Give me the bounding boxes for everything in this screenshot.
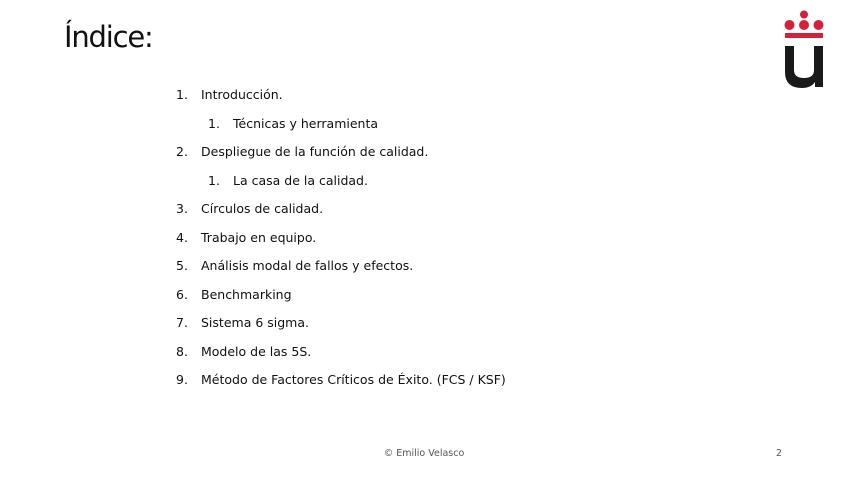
toc-item-number: 2. xyxy=(176,144,188,159)
toc-item-number: 4. xyxy=(176,230,188,245)
toc-item xyxy=(176,143,428,161)
toc-item-number: 7. xyxy=(176,315,188,330)
toc-item-number: 3. xyxy=(176,201,188,216)
toc-item-text: Análisis modal de fallos y efectos. xyxy=(201,258,414,273)
toc-item-number: 1. xyxy=(176,87,188,102)
toc-item xyxy=(176,343,311,361)
toc-item-text: La casa de la calidad. xyxy=(233,173,368,188)
toc-item-text: Técnicas y herramienta xyxy=(233,116,379,131)
toc-item-text: Introducción. xyxy=(201,87,283,102)
toc-item-number: 9. xyxy=(176,372,188,387)
toc-item-text: Modelo de las 5S. xyxy=(201,344,312,359)
toc-item-number: 1. xyxy=(208,173,220,188)
toc-item xyxy=(176,86,283,104)
toc-item-number: 5. xyxy=(176,258,188,273)
university-logo-icon xyxy=(782,10,826,90)
toc-item-text: Benchmarking xyxy=(201,287,292,302)
toc-item-text: Despliegue de la función de calidad. xyxy=(201,144,429,159)
toc-item-number: 1. xyxy=(208,116,220,131)
toc-item-number: 6. xyxy=(176,287,188,302)
toc-item xyxy=(176,200,323,218)
toc-item xyxy=(176,314,309,332)
toc-item-text: Sistema 6 sigma. xyxy=(201,315,309,330)
toc-item xyxy=(176,371,506,389)
toc-item-text: Círculos de calidad. xyxy=(201,201,324,216)
toc-item xyxy=(208,115,378,133)
page-number: 2 xyxy=(776,448,783,459)
toc-item-text: Método de Factores Críticos de Éxito. (FCS / KSF) xyxy=(201,372,506,387)
toc-item xyxy=(176,257,413,275)
toc-item-text: Trabajo en equipo. xyxy=(201,230,317,245)
slide-title: Índice: xyxy=(64,20,153,54)
toc-item xyxy=(176,229,316,247)
toc-item xyxy=(176,286,292,304)
footer-author: © Emilio Velasco xyxy=(383,448,465,459)
toc-item xyxy=(208,172,368,190)
toc-item-number: 8. xyxy=(176,344,188,359)
